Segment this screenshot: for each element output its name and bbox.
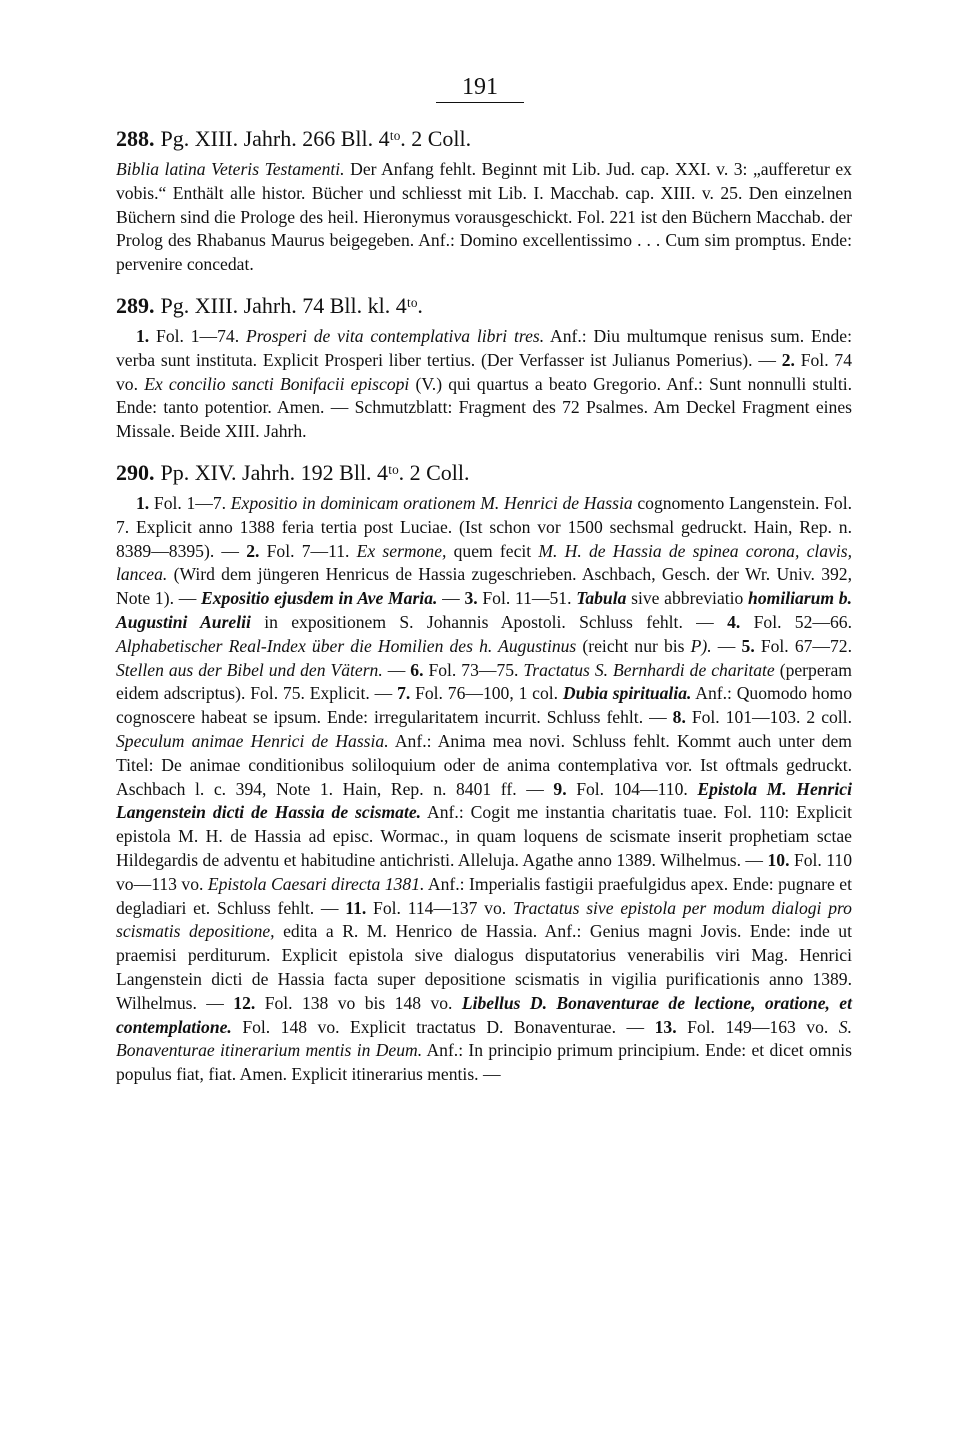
text-run: Fol. 52—66.: [740, 611, 852, 632]
text-run: Fol. 1—74.: [149, 325, 246, 346]
italic-title: P).: [690, 635, 712, 656]
item-number: 1.: [136, 492, 150, 513]
text-run: (reicht nur bis: [576, 635, 691, 656]
text-run: Fol. 110 vo—113 vo.: [116, 849, 853, 894]
italic-title: Ex concilio sancti Bonifacii episcopi: [144, 373, 410, 394]
italic-title: M. H. de Hassia de spinea corona, clavis, lancea.: [116, 540, 853, 585]
bold-italic-title: Libellus D. Bonaventurae de lectione, oratione, et contemplatione.: [116, 992, 852, 1037]
text-run: in expositionem S. Johannis Apostoli. Schluss fehlt. —: [250, 611, 728, 632]
entry-description: [116, 325, 852, 444]
text-run: (Wird dem jüngeren Henricus de Hassia zugeschrieben. Aschbach, Gesch. der Wr. Univ. 392, Note 1). —: [116, 564, 852, 609]
entry-heading-text: Pp. XIV. Jahrh. 192 Bll. 4ᵗᵒ. 2 Coll.: [160, 459, 470, 485]
text-run: —: [711, 635, 742, 656]
text-run: Fol. 101—103. 2 coll.: [685, 707, 852, 728]
bold-italic-title: Epistola M. Henrici Langenstein dicti de Hassia de scismate.: [116, 778, 852, 823]
bold-italic-title: homiliarum b. Augustini Aurelii: [116, 588, 853, 632]
text-run: Fol. 149—163 vo.: [676, 1016, 839, 1037]
item-number: 1.: [136, 325, 150, 346]
text-run: cognomento Langenstein. Fol. 7. Explicit anno 1388 feria tertia post Luciae. (Ist schon vor 1500 sechsmal gedruckt. Hain, Rep. n. 8389—8395). —: [116, 492, 852, 561]
item-number: 7.: [397, 683, 411, 704]
item-number: 8.: [672, 707, 686, 728]
text-run: Fol. 74 vo.: [116, 349, 852, 394]
item-number: 13.: [654, 1016, 677, 1037]
text-run: Fol. 7—11.: [259, 540, 357, 561]
text-run: —: [437, 588, 465, 609]
text-run: Fol. 67—72.: [754, 635, 853, 656]
text-run: Fol. 104—110.: [566, 778, 698, 799]
text-run: Fol. 1—7.: [149, 492, 231, 513]
bold-italic-title: Tabula: [576, 588, 627, 609]
italic-title: Tractatus S. Bernhardi de charitate: [523, 659, 775, 680]
italic-title: Alphabetischer Real-Index über die Homilien des h. Augustinus: [116, 635, 577, 656]
text-run: (perperam eidem adscriptus). Fol. 75. Explicit. —: [116, 659, 852, 704]
entry-heading: [116, 124, 852, 154]
italic-title: Tractatus sive epistola per modum dialogi pro scismatis depositione,: [116, 897, 852, 942]
text-run: Der Anfang fehlt. Beginnt mit Lib. Jud. cap. XXI. v. 3: „aufferetur ex vobis.“ Enthält alle histor. Bücher und schliesst mit Lib. I. Macchab. cap. XIII. v. 25. Den einzelnen Büchern sind die Prologe des heil. Hieronymus vorausgeschickt. Fol. 221 ist den Büchern Macchab. der Prolog des Rhabanus Maurus beigegeben. Anf.: Domino excellentissimo . . . Cum sim promptus. Ende: pervenire concedat.: [116, 159, 852, 275]
italic-title: S. Bonaventurae itinerarium mentis in Deum.: [116, 1016, 852, 1061]
page-number: 191: [462, 74, 498, 100]
item-number: 5.: [741, 635, 755, 656]
italic-title: Speculum animae Henrici de Hassia.: [116, 730, 389, 751]
item-number: 2.: [781, 349, 795, 370]
item-number: 11.: [345, 897, 367, 918]
italic-title: Expositio in dominicam orationem M. Henrici de Hassia: [230, 492, 633, 513]
item-number: 9.: [553, 778, 567, 799]
text-run: Anf.: Anima mea novi. Schluss fehlt. Kommt auch unter dem Titel: De animae conditionibus soliloquium oder de anima contemplativa vor. Ist oftmals gedruckt. Aschbach l. c. 394, Note 1. Hain, Rep. n. 8401 ff. —: [116, 730, 852, 799]
text-run: (V.) qui quartus a beato Gregorio. Anf.: Sunt nonnulli stulti. Ende: tanto potentior. Amen. — Schmutzblatt: Fragment des 72 Psalmes. Am Deckel Fragment eines Missale. Beide XIII. Jahrh.: [116, 373, 852, 442]
text-run: Anf.: Imperialis fastigii praefulgidus apex. Ende: pugnare et degladiari et. Schluss fehlt. —: [116, 873, 852, 918]
entry-number: 289.: [116, 292, 155, 318]
item-number: 2.: [246, 540, 260, 561]
text-run: Fol. 148 vo. Explicit tractatus D. Bonaventurae. —: [231, 1016, 655, 1037]
bold-italic-title: Expositio ejusdem in Ave Maria.: [201, 588, 438, 609]
text-run: Fol. 138 vo bis 148 vo.: [255, 992, 462, 1013]
text-run: Fol. 73—75.: [423, 659, 524, 680]
italic-title: Stellen aus der Bibel und den Vätern.: [116, 659, 383, 680]
entry-heading-text: Pg. XIII. Jahrh. 74 Bll. kl. 4ᵗᵒ.: [160, 292, 423, 318]
bold-italic-title: Dubia spiritualia.: [562, 683, 692, 704]
text-run: Anf.: Cogit me instantia charitatis tuae. Fol. 110: Explicit epistola M. H. de Hassia ad episc. Wormac., in quam loquens de scismate inserit prophetiam sctae Hildegardis de adventu et habitudine antichristi. Alleluja. Agathe anno 1389. Wilhelmus. —: [116, 802, 852, 870]
text-run: sive abbreviatio: [626, 588, 749, 609]
entry-288: [116, 124, 852, 277]
entry-heading: [116, 291, 852, 321]
entry-heading: [116, 458, 852, 488]
item-number: 10.: [767, 849, 790, 870]
item-number: 4.: [727, 611, 741, 632]
text-run: Anf.: In principio primum principium. Ende: et dicet omnis populus fiat, fiat. Amen. Explicit itinerarius mentis. —: [116, 1040, 852, 1085]
text-run: Anf.: Diu multumque renisus sum. Ende: verba sunt instituta. Explicit Prosperi liber tertius. (Der Verfasser ist Julianus Pomerius). —: [116, 325, 852, 370]
text-run: Fol. 76—100, 1 col.: [410, 683, 563, 704]
entry-290: [116, 458, 852, 1087]
item-number: 3.: [464, 588, 478, 609]
text-run: quem fecit: [446, 540, 539, 561]
entry-289: [116, 291, 852, 444]
entry-description: [116, 158, 852, 277]
entry-number: 288.: [116, 126, 155, 151]
text-run: Fol. 11—51.: [477, 588, 577, 609]
text-run: —: [382, 659, 411, 680]
italic-title: Epistola Caesari directa 1381.: [207, 873, 425, 894]
entry-number: 290.: [116, 459, 155, 485]
italic-title: Prosperi de vita contemplativa libri tres.: [245, 325, 545, 346]
text-run: Fol. 114—137 vo.: [366, 897, 513, 918]
item-number: 6.: [410, 659, 424, 680]
entry-description: [116, 492, 852, 1087]
page-number-rule: [436, 102, 524, 103]
text-run: edita a R. M. Henrico de Hassia. Anf.: Genius magni Jovis. Ende: inde ut praemisi perditurum. Explicit epistola sive dialogus disputatorius venerabilis viri Mag. Henrici Langenstein dicti de Hassia facta super depositione scismatis in vigilia purificationis anno 1389. Wilhelmus. —: [116, 921, 852, 1013]
catalog-text: [116, 124, 852, 1087]
entry-heading-text: Pg. XIII. Jahrh. 266 Bll. 4ᵗᵒ. 2 Coll.: [160, 126, 472, 151]
text-run: Anf.: Quomodo homo cognoscere habeat se ipsum. Ende: irregularitatem incurrit. Schluss fehlt. —: [116, 683, 852, 728]
item-number: 12.: [233, 992, 256, 1013]
italic-title: Biblia latina Veteris Testamenti.: [116, 159, 345, 179]
italic-title: Ex sermone,: [356, 540, 447, 561]
